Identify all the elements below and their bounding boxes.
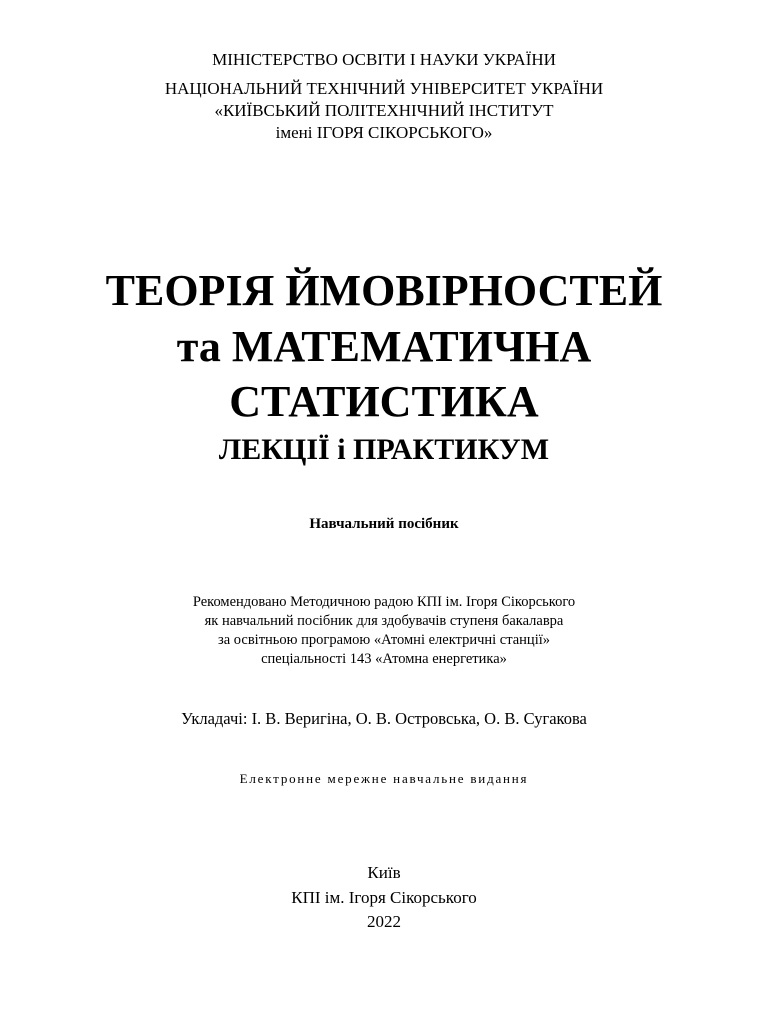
- imprint-publisher: КПІ ім. Ігоря Сікорського: [291, 888, 477, 907]
- recommendation-line-3: за освітньою програмою «Атомні електричні станції»: [217, 632, 550, 648]
- imprint-year: 2022: [367, 912, 401, 931]
- university-line: НАЦІОНАЛЬНИЙ ТЕХНІЧНИЙ УНІВЕРСИТЕТ УКРАЇНИ: [164, 79, 604, 98]
- recommendation-line-4: спеціальності 143 «Атомна енергетика»: [261, 651, 507, 667]
- institute-line: «КИЇВСЬКИЙ ПОЛІТЕХНІЧНИЙ ІНСТИТУТ: [214, 101, 554, 120]
- title-line-2: та МАТЕМАТИЧНА: [176, 322, 592, 371]
- subtitle: ЛЕКЦІЇ і ПРАКТИКУМ: [218, 433, 550, 466]
- recommendation-line-2: як навчальний посібник для здобувачів ступеня бакалавра: [204, 613, 564, 629]
- title-line-3: СТАТИСТИКА: [229, 377, 539, 426]
- named-after-line: імені ІГОРЯ СІКОРСЬКОГО»: [275, 123, 493, 142]
- publication-type: Навчальний посібник: [309, 516, 459, 532]
- edition-line: Електронне мережне навчальне видання: [239, 771, 529, 786]
- title-line-1: ТЕОРІЯ ЙМОВІРНОСТЕЙ: [105, 266, 663, 315]
- ministry-line: МІНІСТЕРСТВО ОСВІТИ І НАУКИ УКРАЇНИ: [212, 50, 556, 69]
- imprint-city: Київ: [367, 863, 401, 882]
- authors-line: Укладачі: І. В. Веригіна, О. В. Островська, О. В. Сугакова: [181, 709, 587, 728]
- recommendation-line-1: Рекомендовано Методичною радою КПІ ім. Ігоря Сікорського: [192, 594, 576, 610]
